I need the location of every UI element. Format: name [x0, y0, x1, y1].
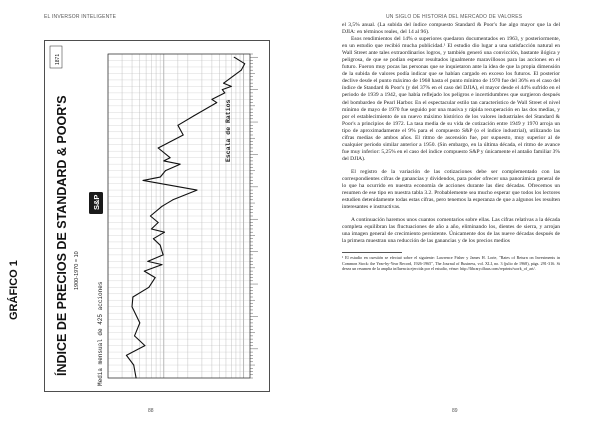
data-point	[223, 83, 224, 84]
price-index-chart	[44, 40, 270, 392]
scale-label: Escala de Ratios	[225, 99, 232, 162]
right-page	[300, 0, 600, 424]
data-point	[162, 206, 163, 207]
data-point	[165, 170, 166, 171]
data-point	[134, 335, 135, 336]
page-number-right: 89	[452, 408, 458, 414]
data-point	[222, 89, 223, 90]
data-point	[153, 238, 154, 239]
data-point	[163, 254, 164, 255]
year-badge-text: 1871	[55, 53, 61, 65]
body-text	[342, 22, 560, 271]
data-point	[224, 92, 225, 93]
data-point	[139, 322, 140, 323]
sp-logo-text: S&P	[92, 194, 101, 210]
chart-subtitle: 1900-1970 = 10	[74, 251, 80, 290]
y-axis-label: Media mensual de 425 acciones	[97, 281, 104, 386]
footnote-1: ¹ El estudio en cuestión se efectuó sobre el siguiente: Lawrence Fisher y James H. Lorie, "Rates of Return on Investments in Common Stock: the Year-by-Year Record, 1926-1965", The Journal of Business, vol. XLI, no. 3 (julio de 1968), págs. 291-316. Si desea un resumen de la amplia influencia ejercida por el estudio, véase: http://library.dfaus.com/reprints/work_of_art/.	[342, 255, 560, 271]
data-point	[143, 180, 144, 181]
data-point	[196, 190, 197, 191]
data-point	[162, 264, 163, 265]
data-point	[234, 57, 235, 58]
data-point	[132, 297, 133, 298]
paragraph-2: Esos rendimientos del 14% o superiores quedaron documentados en 1963, y posteriormente, en un estudio que recibió mucha publicidad.¹ El estudio dio lugar a una satisfacción natural en Wall Street ante tales extraordinarios logros, y también generó una convicción, bastante ilógica y peligrosa, de que se podían esperar resultados igualmente maravillosos para las acciones en el futuro. Fueron muy pocas las personas que se inquietaron ante la idea de que la propia dimensión de la subida de valores podía indicar que se habían cargado en exceso los futuros. El posterior declive desde el punto máximo de 1968 hasta el punto mínimo de 1970 fue del 36% en el caso del índice de Standard & Poor's (y del 37% en el caso del DJIA), el mayor desde el 44% sufrido en el periodo de 1939 a 1942, que había reflejado los peligros e incertidumbres que surgieron después del bombardeo de Pearl Harbor. En el espectacular estilo tan característico de Wall Street el nivel mínimo de mayo de 1970 fue seguido por una masiva y rápida recuperación en las dos medias, y por el establecimiento de un nuevo máximo histórico de los valores industriales del Standard & Poor's a principios de 1972. La tasa media de su vida de cotización entre 1949 y 1970 arroja un tipo de aproximadamente el 9% para el compuesto S&P (o el índice industrial), utilizando las cifras medias de ambos años. El ritmo de ascensión fue, por supuesto, muy superior al de cualquier periodo similar anterior a 1950. (Sin embargo, en la última década, el ritmo de avance fue muy inferior: 5,25% en el caso del índice compuesto S&P y únicamente el antaño familiar 3% del DJIA).	[342, 36, 560, 162]
data-point	[180, 164, 181, 165]
paragraph-4: A continuación haremos unos cuantos comentarios sobre ellas. Las cifras relativas a la década completa equilibran las fluctuaciones de año a año, eliminando los, dientes de sierra, y arrojan una imagen general de crecimiento persistente. Únicamente dos de las nueve décadas después de la primera muestran una reducción de las ganancias y de los precios medios	[342, 217, 560, 245]
footnote-rule	[342, 252, 402, 253]
data-point	[216, 102, 217, 103]
data-point	[144, 345, 145, 346]
data-point	[160, 245, 161, 246]
chart-svg	[44, 40, 270, 392]
data-point	[170, 157, 171, 158]
year-badge	[50, 46, 62, 68]
data-point	[211, 99, 212, 100]
data-point	[164, 232, 165, 233]
data-point	[231, 86, 232, 87]
page-number-left: 88	[148, 408, 154, 414]
chart-title: ÍNDICE DE PRECIOS DE STANDARD & POOR'S	[55, 95, 69, 376]
data-point	[150, 216, 151, 217]
data-point	[158, 147, 159, 148]
running-head-left: EL INVERSOR INTELIGENTE	[44, 14, 117, 20]
sp-logo	[89, 192, 103, 214]
running-head-right: UN SIGLO DE HISTORIA DEL MERCADO DE VALORES	[386, 14, 523, 20]
data-point	[132, 306, 133, 307]
data-point	[241, 70, 242, 71]
data-point	[126, 355, 127, 356]
paragraph-3: El registro de la variación de las cotizaciones debe ser complementado con las correspondientes cifras de ganancias y dividendos, para poder ofrecer una panorámica general de lo que ha ocurrido en nuestra economía de acciones durante las diez décadas. Ofrecemos un resumen de ese tipo en nuestra tabla 3.2. Probablemente sea mucho esperar que todos los lectores estudien detenidamente todas estas cifras, pero tenemos la esperanza de que a algunos les resulten interesantes e instructivas.	[342, 168, 560, 211]
figure-label: GRÁFICO 1	[8, 260, 20, 320]
data-point	[158, 222, 159, 223]
data-point	[136, 378, 137, 379]
data-point	[151, 228, 152, 229]
data-point	[148, 287, 149, 288]
data-point	[144, 271, 145, 272]
data-point	[147, 261, 148, 262]
data-point	[160, 177, 161, 178]
data-point	[177, 125, 178, 126]
data-point	[194, 115, 195, 116]
paragraph-1: el 3,5% anual. (La subida del índice compuesto Standard & Poor's fue algo mayor que la del DJIA: en términos reales, del 14 al 96).	[342, 22, 560, 36]
data-point	[172, 199, 173, 200]
data-point	[155, 277, 156, 278]
data-point	[163, 160, 164, 161]
data-point	[133, 365, 134, 366]
data-point	[183, 135, 184, 136]
data-point	[244, 63, 245, 64]
